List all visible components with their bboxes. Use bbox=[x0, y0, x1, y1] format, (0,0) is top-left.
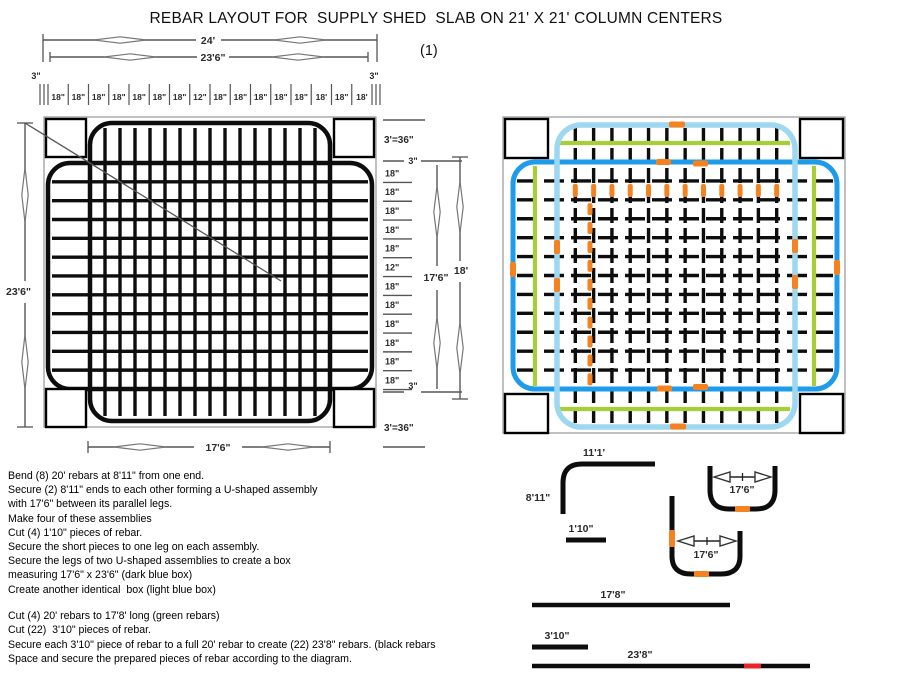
splice-marker bbox=[719, 184, 724, 197]
side-spacing-label: 18" bbox=[385, 187, 400, 198]
side-spacing-label: 12" bbox=[385, 262, 400, 273]
side-spacing-label: 18" bbox=[385, 243, 400, 254]
dimension-taper bbox=[272, 54, 324, 60]
splice-marker bbox=[588, 241, 593, 253]
rebar-pieces bbox=[526, 447, 810, 666]
dimension-taper bbox=[114, 444, 166, 450]
top-spacing-label: 18" bbox=[172, 92, 187, 102]
column-pad bbox=[505, 394, 548, 433]
dimension-taper bbox=[457, 181, 463, 233]
dim-label-left-23ft6: 23'6" bbox=[6, 286, 31, 298]
right-colored-diagram bbox=[503, 117, 845, 433]
top-spacing-label: 18" bbox=[253, 92, 268, 102]
dim-label-3in-left: 3" bbox=[31, 71, 41, 81]
dimension-taper bbox=[104, 54, 156, 60]
side-spacing-label: 18" bbox=[385, 300, 400, 311]
splice-marker bbox=[628, 184, 633, 197]
side-spacing-label: 18" bbox=[385, 319, 400, 330]
dimension-taper bbox=[22, 168, 28, 223]
side-spacing-strip bbox=[383, 120, 468, 447]
arrowhead-right bbox=[755, 472, 771, 482]
piece-label-11ft1: 11'1' bbox=[583, 447, 605, 459]
splice-marker bbox=[683, 184, 688, 197]
splice-marker bbox=[591, 184, 596, 197]
splice-marker bbox=[774, 184, 779, 197]
arrowhead-right bbox=[720, 536, 736, 546]
top-dimensions bbox=[31, 34, 380, 105]
side-spacing-label: 18" bbox=[385, 356, 400, 367]
piece-label-23ft8: 23'8" bbox=[627, 649, 653, 661]
dimension-taper bbox=[262, 444, 314, 450]
dim-label-18ft: 18' bbox=[453, 265, 469, 277]
piece-label-1ft10: 1'10" bbox=[568, 523, 594, 535]
top-spacing-label: 12" bbox=[193, 92, 207, 102]
top-spacing-label: 18" bbox=[112, 92, 126, 102]
instruction-line: Secure the short pieces to one leg on each assembly. bbox=[8, 541, 260, 554]
instruction-line: Cut (4) 1'10" pieces of rebar. bbox=[8, 526, 143, 539]
dimension-taper bbox=[457, 322, 463, 374]
piece-label-u2-17ft6: 17'6" bbox=[693, 549, 719, 561]
equiv-label-bottom: 3'=36" bbox=[384, 423, 414, 434]
side-spacing-label: 18" bbox=[385, 375, 400, 386]
splice-marker bbox=[588, 222, 593, 234]
offset-label-bottom: 3" bbox=[408, 381, 418, 391]
splice-marker bbox=[588, 298, 593, 310]
side-spacing-label: 18" bbox=[385, 337, 400, 348]
splice-marker bbox=[756, 184, 761, 197]
splice-marker bbox=[693, 161, 708, 167]
instruction-line: Secure (2) 8'11" ends to each other forming a U-shaped assembly bbox=[8, 484, 318, 497]
splice-marker bbox=[588, 203, 593, 215]
offset-label-top: 3" bbox=[408, 156, 418, 166]
column-pad bbox=[505, 119, 548, 158]
splice-marker bbox=[669, 530, 675, 547]
dim-label-24ft: 24' bbox=[200, 35, 216, 47]
instruction-line: Make four of these assemblies bbox=[8, 512, 152, 525]
piece-label-17ft8: 17'8" bbox=[600, 589, 626, 601]
splice-marker bbox=[656, 159, 671, 165]
piece-label-8ft11: 8'11" bbox=[525, 492, 551, 504]
dim-label-17ft6: 17'6" bbox=[423, 272, 449, 284]
column-pad bbox=[334, 389, 374, 427]
piece-label-u1-17ft6: 17'6" bbox=[729, 484, 755, 496]
splice-marker bbox=[657, 386, 672, 392]
instruction-line: Bend (8) 20' rebars at 8'11" from one end. bbox=[8, 470, 205, 482]
top-spacing-label: 18" bbox=[233, 92, 248, 102]
dim-label-23ft6: 23'6" bbox=[200, 52, 226, 64]
dimension-taper bbox=[274, 37, 326, 43]
splice-marker bbox=[735, 506, 750, 512]
splice-marker bbox=[792, 239, 798, 253]
side-spacing-label: 18" bbox=[385, 206, 400, 217]
piece-label-3ft10: 3'10" bbox=[544, 630, 570, 642]
dim-label-bottom-17ft6: 17'6" bbox=[205, 442, 231, 454]
splice-marker bbox=[554, 240, 560, 254]
top-spacing-label: 18" bbox=[213, 92, 227, 102]
splice-marker bbox=[693, 384, 708, 390]
top-spacing-label: 18" bbox=[294, 92, 308, 102]
splice-marker bbox=[554, 278, 560, 292]
column-pad bbox=[334, 119, 374, 157]
side-spacing-label: 18" bbox=[385, 224, 400, 235]
top-spacing-label: 18' bbox=[315, 92, 328, 102]
splice-marker bbox=[573, 184, 578, 197]
column-pad bbox=[800, 119, 843, 158]
splice-marker bbox=[738, 184, 743, 197]
instruction-line: Create another identical box (light blue box) bbox=[8, 583, 216, 596]
instruction-line: Cut (22) 3'10" pieces of rebar. bbox=[8, 624, 151, 637]
figure-number: (1) bbox=[420, 43, 438, 59]
splice-marker bbox=[834, 260, 840, 275]
top-spacing-label: 18' bbox=[356, 92, 368, 102]
column-pad bbox=[46, 119, 86, 157]
splice-marker bbox=[646, 184, 651, 197]
arrowhead-left bbox=[714, 472, 730, 482]
splice-marker bbox=[588, 373, 593, 385]
top-spacing-label: 18" bbox=[152, 92, 167, 102]
dimension-taper bbox=[22, 335, 28, 390]
splice-marker bbox=[588, 336, 593, 348]
instruction-line: Cut (4) 20' rebars to 17'8' long (green rebars) bbox=[8, 610, 220, 622]
column-pad bbox=[46, 389, 86, 427]
dimension-taper bbox=[434, 317, 440, 369]
top-spacing-label: 18" bbox=[91, 92, 106, 102]
dim-label-3in-right: 3" bbox=[369, 71, 379, 81]
splice-marker bbox=[588, 317, 593, 329]
top-spacing-label: 18" bbox=[274, 92, 288, 102]
splice-marker bbox=[670, 424, 686, 430]
splice-marker bbox=[792, 275, 798, 289]
top-spacing-label: 18" bbox=[71, 92, 86, 102]
instruction-line: Secure each 3'10" piece of rebar to a full 20' rebar to create (22) 23'8" rebars. (black rebars bbox=[8, 638, 436, 651]
instruction-line: Secure the legs of two U-shaped assemblies to create a box bbox=[8, 555, 291, 568]
splice-marker bbox=[609, 184, 614, 197]
top-spacing-label: 18" bbox=[51, 92, 65, 102]
equiv-label-top: 3'=36" bbox=[384, 135, 414, 146]
dimension-taper bbox=[434, 186, 440, 238]
arrowhead-left bbox=[678, 536, 694, 546]
side-spacing-label: 18" bbox=[385, 281, 400, 292]
splice-marker bbox=[664, 184, 669, 197]
splice-marker bbox=[588, 279, 593, 291]
side-spacing-label: 18" bbox=[385, 168, 400, 179]
splice-marker bbox=[669, 122, 685, 128]
column-pad bbox=[800, 394, 843, 433]
page-title: REBAR LAYOUT FOR SUPPLY SHED SLAB ON 21' X 21' COLUMN CENTERS bbox=[149, 10, 723, 27]
splice-marker bbox=[701, 184, 706, 197]
splice-marker bbox=[588, 354, 593, 366]
top-spacing-label: 18" bbox=[334, 92, 349, 102]
dimension-taper bbox=[94, 37, 146, 43]
splice-marker bbox=[694, 571, 709, 577]
left-rebar-grid-diagram bbox=[6, 117, 376, 454]
instruction-line: Space and secure the prepared pieces of rebar according to the diagram. bbox=[8, 653, 352, 666]
instruction-line: with 17'6" between its parallel legs. bbox=[8, 498, 173, 511]
splice-marker bbox=[510, 262, 516, 277]
splice-marker bbox=[588, 260, 593, 272]
instruction-line: measuring 17'6" x 23'6" (dark blue box) bbox=[8, 569, 193, 582]
top-spacing-label: 18" bbox=[132, 92, 146, 102]
